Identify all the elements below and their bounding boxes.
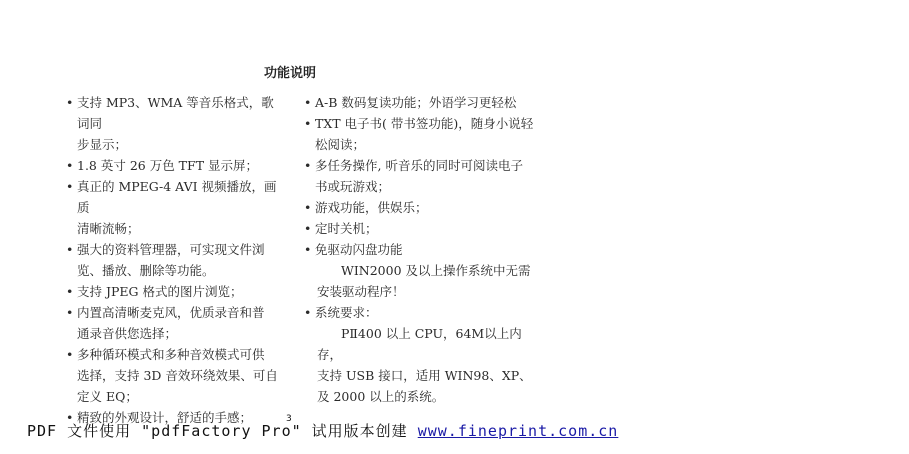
feature-text: A-B 数码复读功能；外语学习更轻松 (315, 95, 517, 110)
feature-text: TXT 电子书( 带书签功能)，随身小说轻 (315, 116, 534, 131)
feature-subtext: 及 2000 以上的系统。 (317, 389, 445, 404)
feature-item (64, 155, 284, 176)
feature-text: 选择，支持 3D 音效环绕效果、可自 (77, 368, 278, 383)
feature-text: 强大的资料管理器，可实现文件浏 (77, 242, 265, 257)
feature-item (302, 197, 542, 218)
feature-item (302, 218, 542, 239)
feature-text: 真正的 MPEG-4 AVI 视频播放，画质 (77, 179, 277, 215)
feature-text: 支持 MP3、WMA 等音乐格式，歌词同 (77, 95, 274, 131)
pdf-footer (27, 420, 618, 441)
bullet-icon: • (66, 410, 74, 425)
footer-text: PDF 文件使用 "pdfFactory Pro" 试用版本创建 (27, 422, 418, 440)
feature-text: 多种循环模式和多种音效模式可供 (77, 347, 265, 362)
feature-text: 游戏功能，供娱乐； (315, 200, 428, 215)
bullet-icon: • (66, 347, 74, 362)
feature-item (64, 239, 284, 281)
bullet-icon: • (66, 158, 74, 173)
bullet-icon: • (66, 284, 74, 299)
feature-text: 清晰流畅； (77, 221, 140, 236)
feature-text: 支持 JPEG 格式的图片浏览； (77, 284, 243, 299)
bullet-icon: • (304, 221, 312, 236)
bullet-icon: • (304, 116, 312, 131)
feature-subtext: WIN2000 及以上操作系统中无需 (341, 263, 531, 278)
feature-text: 松阅读； (315, 137, 366, 152)
feature-text: 精致的外观设计，舒适的手感； (77, 410, 253, 425)
feature-item (302, 155, 542, 197)
feature-text: 览、播放、删除等功能。 (77, 263, 215, 278)
feature-subtext: 支持 USB 接口，适用 WIN98、XP、 (317, 368, 532, 383)
footer-link[interactable]: www.fineprint.com.cn (417, 422, 619, 440)
feature-item (64, 176, 284, 239)
feature-text: 定义 EQ； (77, 389, 138, 404)
feature-text: 步显示； (77, 137, 128, 152)
feature-item (302, 113, 542, 155)
feature-text: 免驱动闪盘功能 (315, 242, 403, 257)
bullet-icon: • (66, 179, 74, 194)
feature-text: 定时关机； (315, 221, 378, 236)
feature-subtext: PⅡ400 以上 CPU，64M以上内存， (317, 326, 522, 362)
feature-item (302, 302, 542, 407)
feature-list-right (302, 92, 542, 407)
bullet-icon: • (304, 95, 312, 110)
feature-list-left (64, 92, 284, 428)
page-number: 3 (286, 414, 292, 424)
feature-item (64, 92, 284, 155)
bullet-icon: • (304, 200, 312, 215)
feature-text: 通录音供您选择； (77, 326, 178, 341)
feature-text: 1.8 英寸 26 万色 TFT 显示屏； (77, 158, 259, 173)
bullet-icon: • (304, 305, 312, 320)
bullet-icon: • (66, 305, 74, 320)
bullet-icon: • (304, 158, 312, 173)
feature-item (64, 281, 284, 302)
feature-text: 系统要求： (315, 305, 378, 320)
page-title: 功能说明 (264, 66, 317, 81)
feature-text: 多任务操作, 听音乐的同时可阅读电子 (315, 158, 523, 173)
bullet-icon: • (304, 242, 312, 257)
feature-item (302, 92, 542, 113)
feature-item (64, 344, 284, 407)
feature-subtext: 安装驱动程序！ (317, 284, 405, 299)
feature-text: 内置高清晰麦克风，优质录音和普 (77, 305, 265, 320)
bullet-icon: • (66, 95, 74, 110)
bullet-icon: • (66, 242, 74, 257)
feature-text: 书或玩游戏； (315, 179, 391, 194)
feature-item (64, 302, 284, 344)
feature-item (302, 239, 542, 302)
